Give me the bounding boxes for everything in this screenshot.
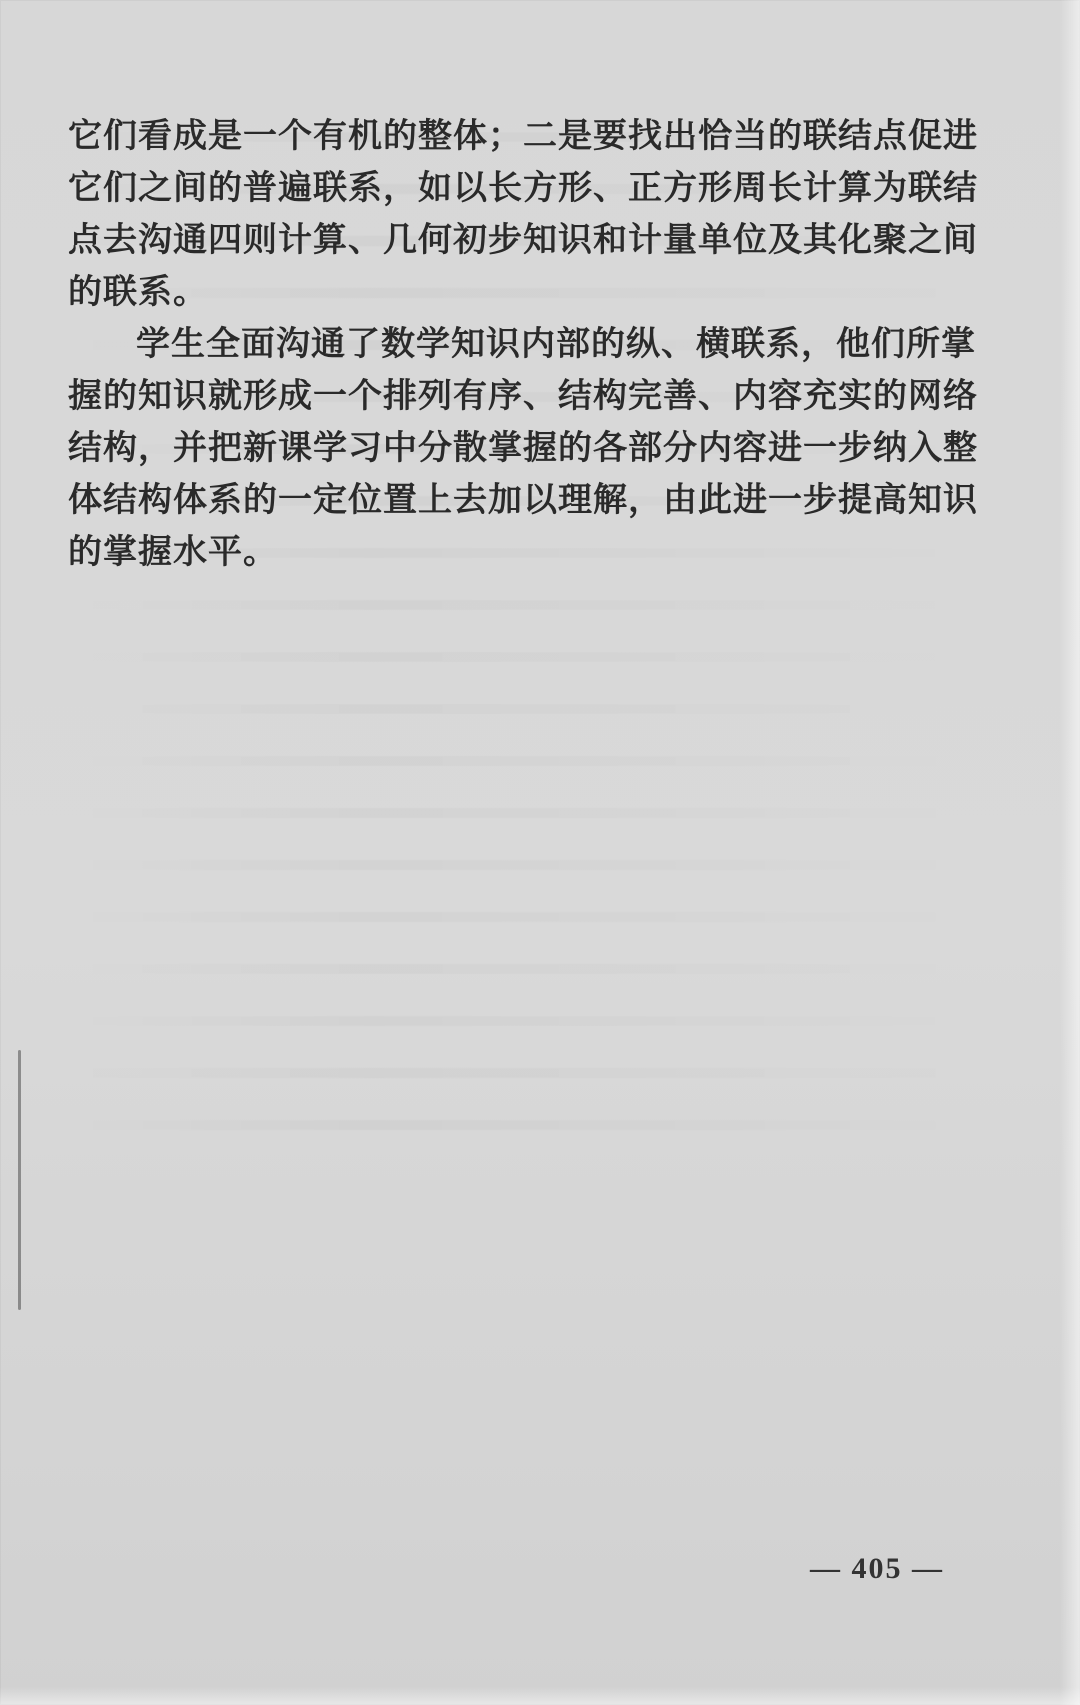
- paragraph-1: 它们看成是一个有机的整体；二是要找出恰当的联结点促进它们之间的普遍联系，如以长方形、正方形周长计算为联结点去沟通四则计算、几何初步知识和计量单位及其化聚之间的联系。: [68, 116, 978, 312]
- page-edge-shadow: [1060, 0, 1080, 1705]
- show-through-line: [50, 912, 1010, 922]
- show-through-line: [50, 704, 1010, 714]
- show-through-line: [50, 808, 1010, 818]
- main-text: [68, 110, 988, 578]
- page-number: — 405 —: [810, 1552, 944, 1585]
- margin-mark: [18, 1050, 21, 1310]
- show-through-line: [50, 1120, 1010, 1130]
- show-through-line: [50, 964, 1010, 974]
- show-through-line: [50, 600, 1010, 610]
- show-through-line: [50, 1016, 1010, 1026]
- show-through-line: [50, 1068, 1010, 1078]
- show-through-line: [50, 652, 1010, 662]
- show-through-line: [50, 756, 1010, 766]
- page-edge-shadow: [0, 1687, 1080, 1705]
- paragraph-2: 学生全面沟通了数学知识内部的纵、横联系，他们所掌握的知识就形成一个排列有序、结构完善、内容充实的网络结构，并把新课学习中分散掌握的各部分内容进一步纳入整体结构体系的一定位置上去加以理解，由此进一步提高知识的掌握水平。: [68, 324, 978, 572]
- show-through-line: [50, 860, 1010, 870]
